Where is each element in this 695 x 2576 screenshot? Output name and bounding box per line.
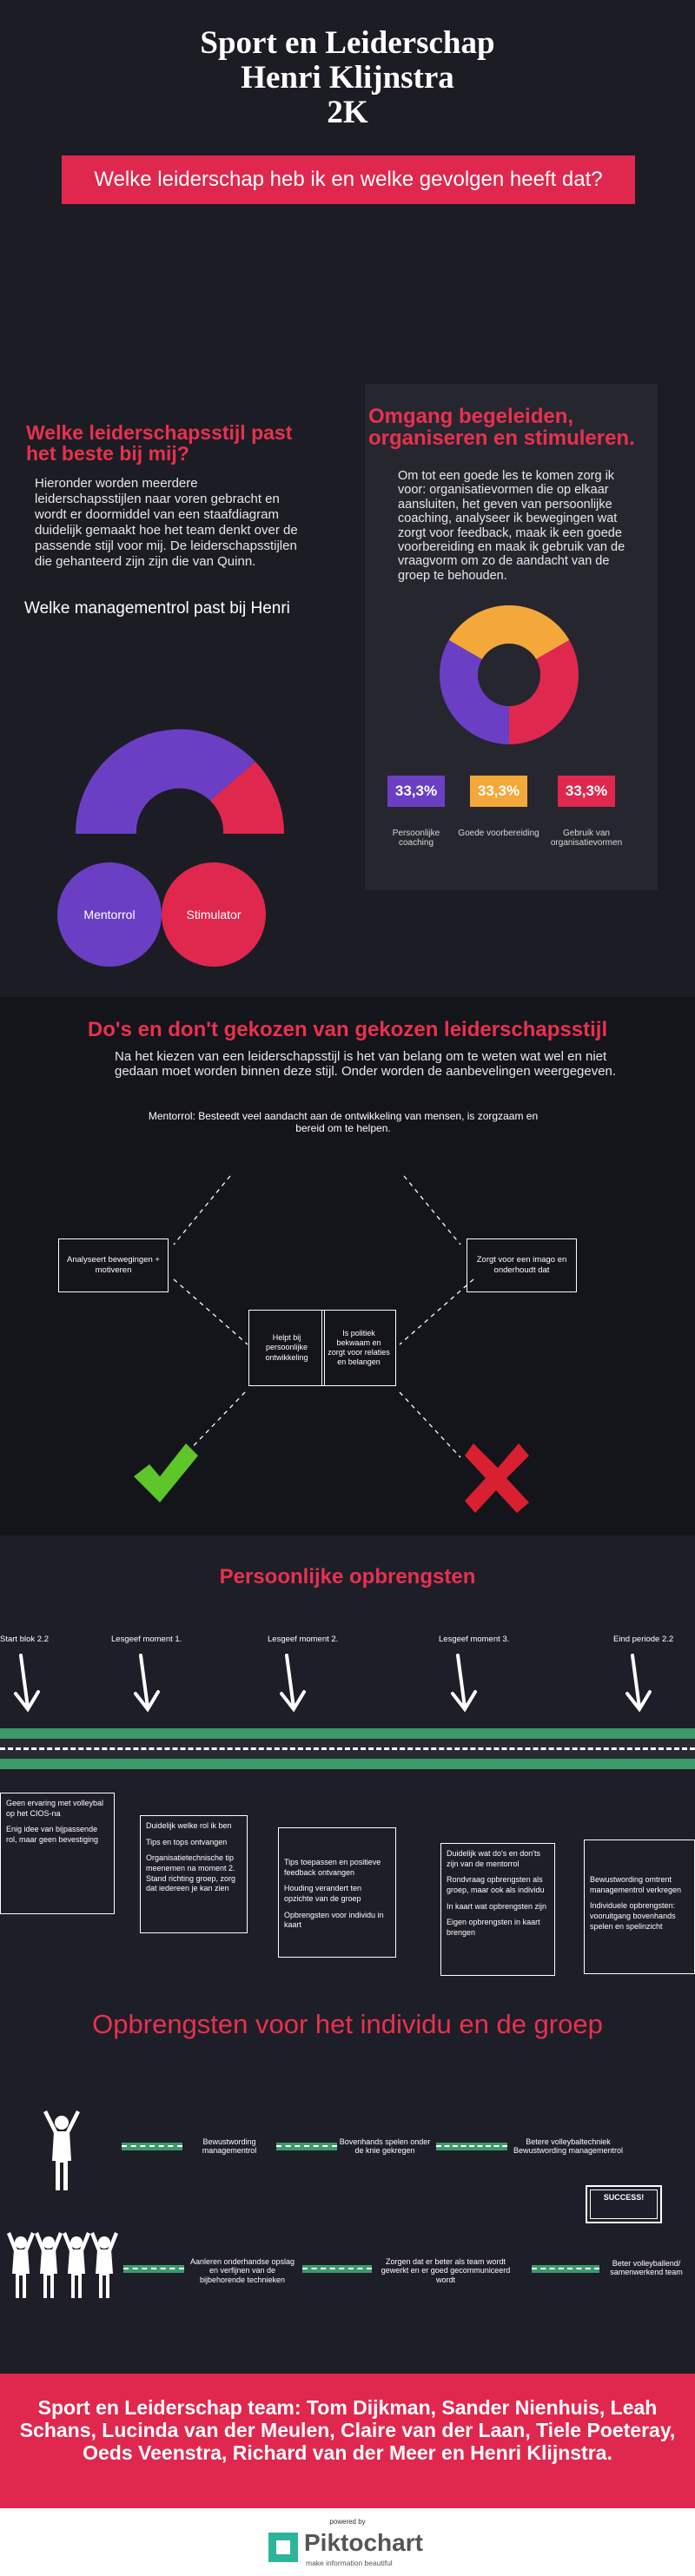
stat-value-1: 33,3% bbox=[387, 776, 445, 807]
semi-donut-chart bbox=[71, 721, 288, 842]
timeline-box-3 bbox=[278, 1827, 396, 1958]
connector-1 bbox=[122, 2143, 182, 2150]
timeline-box-5 bbox=[584, 1840, 695, 1974]
dos-section bbox=[0, 997, 695, 1536]
mentorrol-circle bbox=[57, 862, 162, 967]
connector-2 bbox=[276, 2143, 337, 2150]
timeline-label-3: Lesgeef moment 2. bbox=[268, 1635, 339, 1644]
connector-6 bbox=[532, 2265, 599, 2273]
right-body: Om tot een goede les te komen zorg ik voor: organisatievormen die op elkaar aansluiten, het geven van persoonlijke coaching, analyseer ik bewegingen wat zorgt voor feedback, maak ik een goede voorbereiding en maak ik gebruik van de vraagvorm om zo de aandacht van de groep te behouden. bbox=[398, 469, 626, 583]
cross-icon bbox=[465, 1440, 531, 1515]
mentorrol-label: Mentorrol bbox=[83, 908, 136, 921]
donut-slice-1 bbox=[440, 640, 509, 744]
left-body: Hieronder worden meerdere leiderschapsstijlen naar voren gebracht en wordt er doormiddel van een staafdiagram duidelijk gemaakt hoe het team denkt over de passende stijl voor mij. De leiderschapsstijlen die gehanteerd zijn zijn die van Quinn. bbox=[35, 476, 298, 569]
chart-title: Welke managementrol past bij Henri bbox=[24, 599, 290, 618]
piktochart-logo-icon bbox=[268, 2533, 298, 2562]
box-analyseert: Analyseert bewegingen + motiveren bbox=[58, 1238, 169, 1292]
box5-item-2: Individuele opbrengsten: vooruitgang bovenhands spelen en spelinzicht bbox=[590, 1901, 676, 1931]
road-top-stripe bbox=[0, 1728, 695, 1739]
left-panel bbox=[0, 382, 365, 990]
timeline-label-5: Eind periode 2.2 bbox=[613, 1635, 674, 1644]
left-heading: Welke leiderschapsstijl past het beste bij mij? bbox=[26, 421, 293, 466]
box4-item-2: Rondvraag opbrengsten als groep, maar ook als individu bbox=[447, 1875, 545, 1895]
certificate-text: SUCCESS! bbox=[603, 2193, 645, 2202]
question-text: Welke leiderschap heb ik en welke gevolgen heeft dat? bbox=[94, 168, 603, 191]
footer-brand bbox=[0, 2508, 695, 2576]
gains-section bbox=[0, 1536, 695, 2374]
brand-name: Piktochart bbox=[304, 2529, 423, 2556]
stat-label-1: Persoonlijke coaching bbox=[392, 829, 440, 848]
connector-5 bbox=[302, 2265, 372, 2273]
box4-item-3: In kaart wat opbrengsten zijn bbox=[447, 1901, 547, 1911]
timeline-arrow-4 bbox=[453, 1655, 475, 1709]
box2-item-1: Duidelijk welke rol ik ben bbox=[146, 1821, 232, 1830]
timeline-arrow-1 bbox=[16, 1655, 38, 1709]
timeline-arrow-3 bbox=[281, 1655, 304, 1709]
timeline-arrow-5 bbox=[627, 1655, 650, 1709]
timeline-arrow-2 bbox=[136, 1655, 158, 1709]
outcome-individual-3: Betere volleybaltechniek Bewustwording managementrol bbox=[513, 2137, 624, 2156]
timeline-box-2 bbox=[140, 1815, 248, 1933]
donut-chart bbox=[440, 605, 579, 744]
logo-hole bbox=[276, 2540, 290, 2554]
stimulator-circle bbox=[162, 862, 266, 967]
box2-item-2: Tips en tops ontvangen bbox=[146, 1837, 228, 1846]
header-section bbox=[0, 0, 695, 382]
mentor-note: Mentorrol: Besteedt veel aandacht aan de ontwikkeling van mensen, is zorgzaam en bereid om te helpen. bbox=[148, 1110, 539, 1135]
donut-slices bbox=[440, 605, 579, 744]
stat-value-3: 33,3% bbox=[558, 776, 615, 807]
dos-intro: Na het kiezen van een leiderschapsstijl is het van belang om te weten wat wel en niet gedaan moet worden binnen deze stijl. Onder worden de aanbevelingen weergegeven. bbox=[115, 1049, 617, 1080]
title-line-3: 2K bbox=[327, 95, 368, 130]
stimulator-label: Stimulator bbox=[186, 908, 242, 921]
connector-3 bbox=[436, 2143, 507, 2150]
box2-item-3: Organisatietechnische tip meenemen na moment 2. Stand richting groep, zorg dat iedereen je kan zien bbox=[146, 1853, 236, 1893]
road-dashes bbox=[0, 1747, 695, 1750]
box4-item-4: Eigen opbrengsten in kaart brengen bbox=[447, 1918, 540, 1938]
outcomes-heading: Opbrengsten voor het individu en de groep bbox=[92, 2009, 603, 2039]
question-banner bbox=[62, 155, 635, 204]
timeline-box-1 bbox=[0, 1793, 115, 1914]
timeline-label-1: Start blok 2.2 bbox=[0, 1635, 49, 1644]
box3-item-3: Opbrengsten voor individu in kaart bbox=[284, 1910, 384, 1930]
checkmark-icon bbox=[130, 1438, 200, 1508]
box5-item-1: Bewustwording omtrent managementrol verkregen bbox=[590, 1875, 682, 1894]
right-heading: Omgang begeleiden, organiseren en stimuleren. bbox=[368, 405, 635, 451]
outcome-group-3: Beter volleyballend/ samenwerkend team bbox=[610, 2259, 683, 2277]
single-person-icon bbox=[40, 2109, 83, 2192]
donut-slice-3 bbox=[509, 640, 579, 744]
outcome-individual-1: Bewustwording managementrol bbox=[202, 2137, 257, 2156]
stat-label-2: Goede voorbereiding bbox=[458, 829, 539, 838]
timeline-box-4 bbox=[440, 1843, 555, 1976]
brand-tagline: make information beautiful bbox=[306, 2559, 393, 2567]
footer-team bbox=[0, 2374, 695, 2508]
box3-item-2: Houding verandert ten opzichte van de groep bbox=[284, 1884, 362, 1904]
timeline-label-4: Lesgeef moment 3. bbox=[439, 1635, 510, 1644]
dos-heading: Do's en don't gekozen van gekozen leiderschapsstijl bbox=[87, 1018, 608, 1041]
box1-item-1: Geen ervaring met volleybal op het CIOS-na bbox=[6, 1799, 104, 1818]
outcome-group-2: Zorgen dat er beter als team wordt gewerkt en er goed gecommuniceerd wordt bbox=[381, 2257, 511, 2284]
box3-item-1: Tips toepassen en positieve feedback ontvangen bbox=[284, 1858, 381, 1877]
box-persoonlijke-ontwikkeling: Helpt bij persoonlijke ontwikkeling bbox=[248, 1310, 325, 1386]
title-line-1: Sport en Leiderschap bbox=[200, 25, 495, 61]
right-panel bbox=[365, 384, 658, 890]
stat-label-3: Gebruik van organisatievormen bbox=[550, 829, 623, 848]
team-credits: Sport en Leiderschap team: Tom Dijkman, Sander Nienhuis, Leah Schans, Lucinda van der Meulen, Claire van der Laan, Tiele Poeteray, Oeds Veenstra, Richard van der Meer en Henri Klijnstra. bbox=[19, 2396, 676, 2464]
box-imago: Zorgt voor een imago en onderhoudt dat bbox=[467, 1238, 577, 1292]
certificate-icon bbox=[586, 2185, 662, 2223]
box4-item-1: Duidelijk wat do's en don'ts zijn van de mentorrol bbox=[447, 1849, 540, 1868]
outcome-group-1: Aanleren onderhandse opslag en verfijnen van de bijbehorende technieken bbox=[189, 2257, 295, 2284]
team-icon bbox=[7, 2230, 120, 2300]
title-line-2: Henri Klijnstra bbox=[241, 60, 454, 96]
timeline-arrows bbox=[0, 1650, 695, 1720]
gains-heading: Persoonlijke opbrengsten bbox=[219, 1565, 476, 1589]
road-bottom-stripe bbox=[0, 1759, 695, 1769]
powered-by: powered by bbox=[329, 2518, 366, 2526]
stat-value-2: 33,3% bbox=[470, 776, 527, 807]
connector-4 bbox=[123, 2265, 184, 2273]
box1-item-2: Enig idee van bijpassende rol, maar geen bevestiging bbox=[6, 1825, 99, 1845]
timeline-label-2: Lesgeef moment 1. bbox=[111, 1635, 182, 1644]
outcome-individual-2: Bovenhands spelen onder de knie gekregen bbox=[339, 2137, 431, 2156]
box-politiek-bekwaam: Is politiek bekwaam en zorgt voor relaties en belangen bbox=[321, 1310, 396, 1386]
